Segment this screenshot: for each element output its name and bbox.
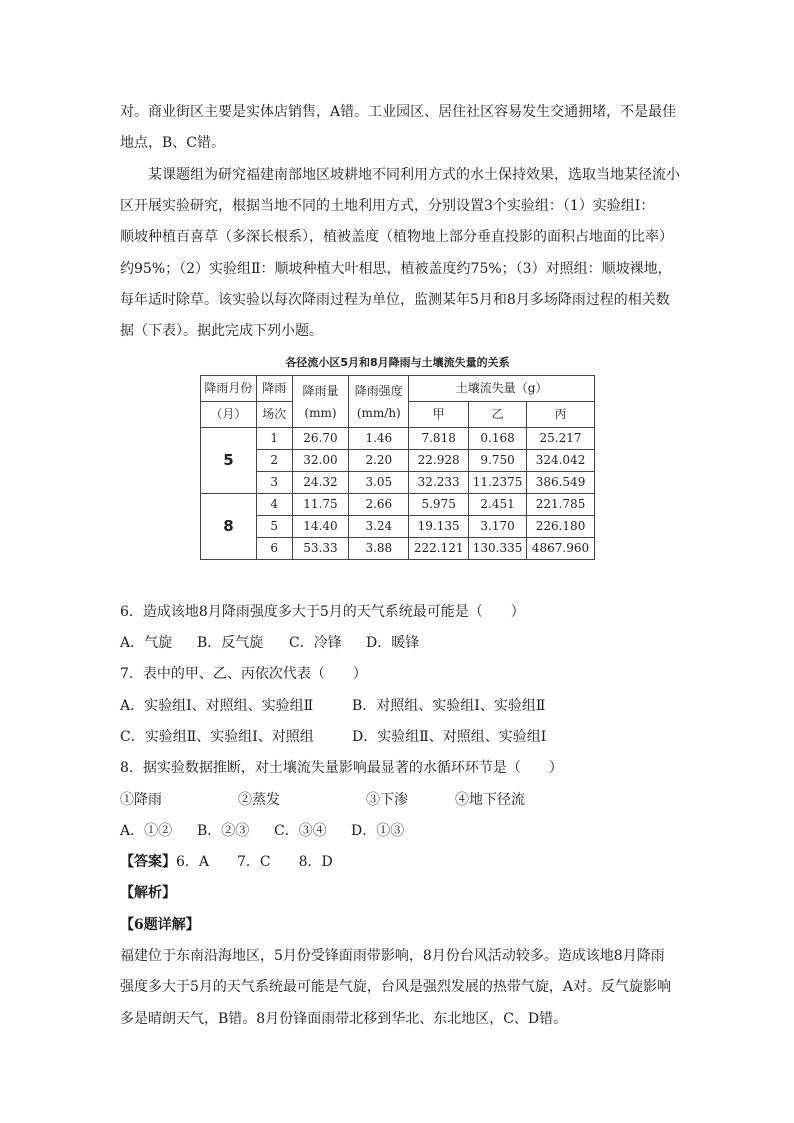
- paragraph-line: 对。商业街区主要是实体店销售，A错。工业园区、居住社区容易发生交通拥堵，不是最佳: [120, 104, 677, 120]
- question-6-stem: 6．造成该地8月降雨强度多大于5月的天气系统最可能是（ ）: [120, 604, 525, 620]
- q8-item-3: ③下渗: [366, 792, 408, 808]
- table-row: [201, 516, 595, 538]
- table-cell: 4: [256, 494, 292, 516]
- table-row: [201, 538, 595, 560]
- q8-option-a: A．①②: [120, 823, 173, 839]
- header-unit: (mm): [304, 405, 337, 420]
- table-row: [201, 450, 595, 472]
- table-cell: 7.818: [409, 428, 469, 450]
- table-row: [201, 494, 595, 516]
- table-cell: 324.042: [527, 450, 595, 472]
- header-cell: 场次: [256, 402, 292, 428]
- q8-option-d: D．①③: [351, 823, 405, 839]
- table-cell: 222.121: [409, 538, 469, 560]
- paragraph-line: 据（下表）。据此完成下列小题。: [120, 323, 323, 339]
- header-cell: [349, 376, 409, 428]
- analysis-label: 【解析】: [120, 885, 176, 901]
- table-cell: 3.88: [349, 538, 409, 560]
- table-cell: 11.75: [292, 494, 349, 516]
- table-cell: 130.335: [469, 538, 527, 560]
- q7-option-c: C．实验组Ⅱ、实验组Ⅰ、对照组: [120, 729, 314, 745]
- q8-option-b: B．②③: [197, 823, 250, 839]
- header-text: 降雨量: [302, 383, 339, 398]
- table-cell: 32.233: [409, 472, 469, 494]
- header-unit: (mm/h): [356, 405, 401, 420]
- table-cell: 4867.960: [527, 538, 595, 560]
- table-cell: 6: [256, 538, 292, 560]
- header-text: 降雨强度: [354, 383, 403, 398]
- header-cell: 降雨: [256, 376, 292, 402]
- question-8-stem: 8．据实验数据推断，对土壤流失量影响最显著的水循环环节是（ ）: [120, 760, 563, 776]
- table-cell: 32.00: [292, 450, 349, 472]
- header-cell: 丙: [527, 402, 595, 428]
- table-row: [201, 428, 595, 450]
- paragraph-line: 顺坡种植百喜草（多深长根系），植被盖度（植物地上部分垂直投影的面积占地面的比率）: [120, 229, 673, 245]
- paragraph-line: 约95%；（2）实验组Ⅱ：顺坡种植大叶相思，植被盖度约75%；（3）对照组：顺坡裸地，: [120, 261, 672, 277]
- table-cell: 9.750: [469, 450, 527, 472]
- table-cell: 1: [256, 428, 292, 450]
- table-cell: 24.32: [292, 472, 349, 494]
- table-cell: 5.975: [409, 494, 469, 516]
- q8-item-4: ④地下径流: [455, 792, 525, 808]
- table-cell: 5: [256, 516, 292, 538]
- table-caption: 各径流小区5月和8月降雨与土壤流失量的关系: [285, 356, 510, 369]
- header-cell: 乙: [469, 402, 527, 428]
- table-cell: 2.20: [349, 450, 409, 472]
- q7-option-b: B．对照组、实验组Ⅰ、实验组Ⅱ: [352, 698, 546, 714]
- table-cell: 221.785: [527, 494, 595, 516]
- table-cell: 11.2375: [469, 472, 527, 494]
- header-cell: [292, 376, 349, 428]
- table-cell: 3.24: [349, 516, 409, 538]
- q6-option-c: C．冷锋: [289, 635, 342, 651]
- table-cell: 3.170: [469, 516, 527, 538]
- header-cell: 土壤流失量（g）: [409, 376, 595, 402]
- table-cell: 2: [256, 450, 292, 472]
- rainfall-soil-loss-table: [200, 375, 595, 560]
- table-cell: 3: [256, 472, 292, 494]
- paragraph-line: 每年适时除草。该实验以每次降雨过程为单位，监测某年5月和8月多场降雨过程的相关数: [120, 292, 670, 308]
- table-cell: 25.217: [527, 428, 595, 450]
- answer-line: [120, 852, 680, 872]
- q7-option-a: A．实验组Ⅰ、对照组、实验组Ⅱ: [120, 698, 314, 714]
- q8-item-1: ①降雨: [120, 792, 162, 808]
- table-cell: 19.135: [409, 516, 469, 538]
- analysis-line: 强度多大于5月的天气系统最可能是气旋，台风是强烈发展的热带气旋，A对。反气旋影响: [120, 979, 672, 995]
- answer-label: 【答案】: [120, 854, 176, 870]
- table-cell: 2.451: [469, 494, 527, 516]
- month-cell: 5: [201, 428, 257, 494]
- table-cell: 0.168: [469, 428, 527, 450]
- paragraph-line: 地点，B、C错。: [120, 135, 225, 151]
- header-cell: 降雨月份: [201, 376, 257, 402]
- table-cell: 226.180: [527, 516, 595, 538]
- answer-text: 6．A 7．C 8．D: [176, 854, 333, 870]
- q6-analysis-label: 【6题详解】: [120, 917, 200, 933]
- q8-item-2: ②蒸发: [238, 792, 280, 808]
- header-cell: 甲: [409, 402, 469, 428]
- table-cell: 26.70: [292, 428, 349, 450]
- q7-option-d: D．实验组Ⅱ、对照组、实验组Ⅰ: [352, 729, 547, 745]
- q6-option-b: B．反气旋: [197, 635, 264, 651]
- paragraph-line: 区开展实验研究，根据当地不同的土地利用方式，分别设置3个实验组：（1）实验组Ⅰ：: [120, 198, 655, 214]
- table-cell: 386.549: [527, 472, 595, 494]
- table-cell: 1.46: [349, 428, 409, 450]
- analysis-line: 福建位于东南沿海地区，5月份受锋面雨带影响，8月份台风活动较多。造成该地8月降雨: [120, 948, 665, 964]
- paragraph-line: 某课题组为研究福建南部地区坡耕地不同利用方式的水土保持效果，选取当地某径流小: [148, 167, 680, 183]
- table-cell: 22.928: [409, 450, 469, 472]
- question-7-stem: 7．表中的甲、乙、丙依次代表（ ）: [120, 666, 367, 682]
- header-cell: （月）: [201, 402, 257, 428]
- q6-option-d: D．暖锋: [366, 635, 420, 651]
- q8-option-c: C．③④: [274, 823, 327, 839]
- table-cell: 2.66: [349, 494, 409, 516]
- table-cell: 53.33: [292, 538, 349, 560]
- table-cell: 3.05: [349, 472, 409, 494]
- table-row: [201, 472, 595, 494]
- table-cell: 14.40: [292, 516, 349, 538]
- month-cell: 8: [201, 494, 257, 560]
- analysis-line: 多是晴朗天气，B错。8月份锋面雨带北移到华北、东北地区，C、D错。: [120, 1011, 568, 1027]
- q6-option-a: A．气旋: [120, 635, 173, 651]
